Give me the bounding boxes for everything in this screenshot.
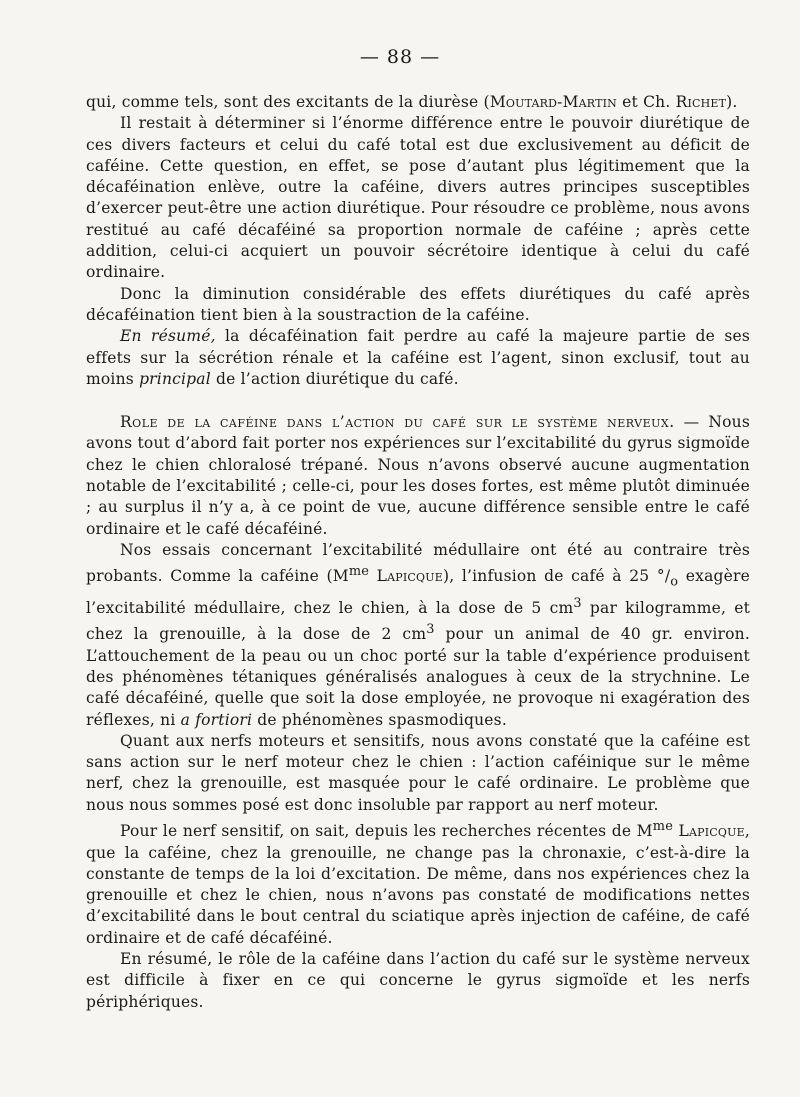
text-run: — Nous avons tout d’abord fait porter nos expériences sur l’excitabilité du gyrus sigmoïde chez le chien chloralosé trépané. Nous n’avons observé aucune augmentation notable de l’excitabilité ; celle-ci, pour les doses fortes, est même plutôt diminuée ; au surplus il n’y a, à ce point de vue, aucune différence sensible entre le café ordinaire et le café décaféiné. [86,413,750,538]
superscript: 3 [426,622,435,638]
text-run: la décaféination fait perdre au café la majeure partie de ses effets sur la sécrétion rénale et la caféine est l’agent, sinon exclusif, tout au moins [86,327,751,388]
paragraph: Donc la diminution considérable des effets diurétiques du café après décaféination tient bien à la soustraction de la caféine. [86,284,750,324]
paragraph-continuation [86,92,750,113]
author-name: Moutard-Martin [489,93,618,111]
italic-phrase: a fortiori [180,710,253,729]
paragraph-summary [86,326,750,390]
text-run: qui, comme tels, sont des excitants de la diurèse ( [86,93,490,111]
paragraph: Quant aux nerfs moteurs et sensitifs, nous avons constaté que la caféine est sans action sur le nerf moteur chez le chien : l’action caféinique sur le même nerf, chez la grenouille, est masquée pour le café ordinaire. Le problème que nous nous sommes posé est donc insoluble par rapport au nerf moteur. [86,731,750,814]
author-name: Lapicque [678,822,745,841]
subscript: o [670,574,679,590]
paragraph [86,540,750,731]
section-heading: Role de la caféine dans l’action du café sur le système nerveux. [120,413,675,432]
paragraph: Il restait à déterminer si l’énorme différence entre le pouvoir diurétique de ces divers facteurs et celui du café total est due exclusivement au déficit de caféine. Cette question, en effet, se pose d’autant plus légitimement que la décaféination enlève, outre la caféine, divers autres principes susceptibles d’exercer peut-être une action diurétique. Pour résoudre ce problème, nous avons restitué au café décaféiné sa proportion normale de caféine ; après cette addition, celui-ci acquiert un pouvoir sécrétoire identique à celui du café ordinaire. [86,114,750,282]
paragraph [86,816,750,949]
text-run: de l’action diurétique du café. [210,369,459,388]
page-number: — 88 — [359,46,441,68]
text-run: de phénomènes spasmodiques. [252,710,507,729]
paragraph-section-start [86,412,750,540]
text-run: Pour le nerf sensitif, on sait, depuis les recherches récentes de M [120,822,653,841]
author-name: Richet [675,93,727,111]
text-run [369,567,377,585]
superscript: 3 [573,595,582,611]
text-run: exagère l’excitabilité médullaire, chez le chien, à la dose de 5 cm [86,567,750,617]
italic-phrase: En résumé, [120,327,216,346]
superscript: me [652,819,674,835]
text-run: ). [726,93,738,111]
text-run: par kilogramme, et chez la grenouille, à la dose de 2 cm [86,598,751,644]
superscript: me [348,564,370,580]
text-run: et Ch. [617,93,676,111]
paragraph-conclusion: En résumé, le rôle de la caféine dans l’action du café sur le système nerveux est difficile à fixer en ce qui concerne le gyrus sigmoïde et les nerfs périphériques. [86,950,750,1011]
text-run: pour un animal de 40 gr. environ. L’attouchement de la peau ou un choc porté sur la table d’expérience produisent des phénomènes tétaniques généralisés analogues à ceux de la strychnine. Le café décaféiné, quelle que soit la dose employée, ne provoque ni exagération des réflexes, ni [86,625,750,729]
author-name: Lapicque [376,567,443,586]
body-text [86,92,750,1013]
text-run: , que la caféine, chez la grenouille, ne change pas la chronaxie, c’est-à-dire la constante de temps de la loi d’excitation. De même, dans nos expériences chez la grenouille et chez le chien, nous n’avons pas constaté de modifications nettes d’excitabilité dans le bout central du sciatique après injection de caféine, de café ordinaire et de café décaféiné. [86,822,750,947]
text-run: Nos essais concernant l’excitabilité médullaire ont été au contraire très probants. Comme la caféine (M [86,540,750,586]
text-run: ), l’infusion de café à 25 °/ [442,567,671,586]
italic-phrase: principal [139,369,211,388]
